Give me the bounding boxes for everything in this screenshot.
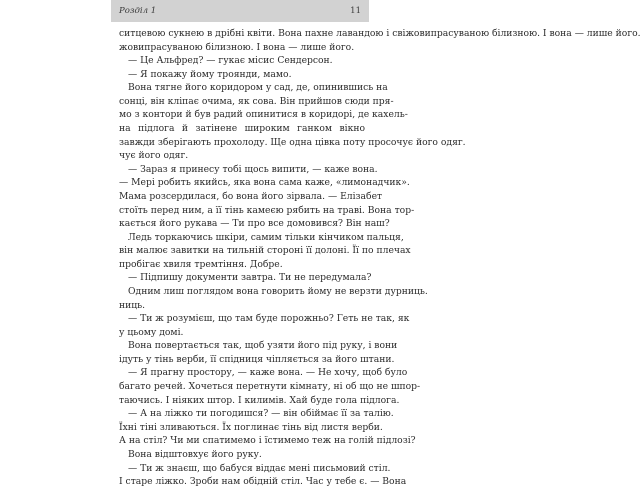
text-line: ниць. [119,299,146,311]
running-header [111,0,369,22]
text-line: у цьому домі. [119,326,184,338]
body-text [119,27,641,489]
text-line: — Мері робить якийсь, яка вона сама каже, «лимонадчик». [119,177,410,189]
text-line: Їхні тіні зливаються. Їх поглинає тінь від листя верби. [119,421,383,433]
text-line: — Ти ж розумієш, що там буде порожньо? Геть не так, як [128,313,410,325]
text-line: Ледь торкаючись шкіри, самим тільки кінчиком пальця, [128,231,404,243]
text-line: стоїть перед ним, а її тінь камеєю рябить на траві. Вона тор- [119,204,415,216]
text-line: — Підпишу документи завтра. Ти не передумала? [128,272,372,284]
text-line: — Зараз я принесу тобі щось випити, — каже вона. [128,163,378,175]
text-line: Одним лиш поглядом вона говорить йому не верзти дурниць. [128,285,428,297]
text-line: Вона повертається так, щоб узяти його під руку, і вони [128,340,398,352]
text-line: пробігає хвиля тремтіння. Добре. [119,258,283,270]
text-line: Вона відштовхує його руку. [128,448,262,460]
text-line: — Ти ж знаєш, що бабуся віддає мені письмовий стіл. [128,462,391,474]
text-line: Мама розсердилася, бо вона його зірвала. — Елізабет [119,190,383,202]
text-line: на підлога й затінене широким ганком вікно [119,123,365,135]
text-line: — А на ліжко ти погодишся? — він обіймає її за талію. [128,408,394,420]
text-line: чує його одяг. [119,150,189,162]
text-line: мо з контори й був радий опинитися в коридорі, де кахель- [119,109,408,121]
text-line: сонці, він кліпає очима, як сова. Він прийшов сюди пря- [119,95,394,107]
text-line: — Це Альфред? — гукає місис Сендерсон. [128,55,333,67]
text-line: А на стіл? Чи ми спатимемо і їстимемо теж на голій підлозі? [119,435,416,447]
text-line: таючись. І ніяких штор. І килимів. Хай буде гола підлога. [119,394,400,406]
chapter-title: Розділ 1 [119,6,157,16]
page-number: 11 [350,6,361,16]
text-line: ідуть у тінь верби, її спідниця чіпляється за його штани. [119,353,395,365]
text-line: завжди зберігають прохолоду. Ще одна цівка поту просочує його одяг. [119,136,466,148]
text-line: Вона тягне його коридором у сад, де, опинившись на [128,82,388,94]
text-line: — Я покажу йому троянди, мамо. [128,68,292,80]
text-line: ситцевою сукнею в дрібні квіти. Вона пахне лавандою і свіжовипрасуваною білизною. І вона — лише його. [119,28,641,39]
text-line: — Я прагну простору, — каже вона. — Не хочу, щоб було [128,367,408,379]
text-line: багато речей. Хочеться перетнути кімнату, ні об що не шпор- [119,381,421,393]
text-line: жовипрасуваною білизною. І вона — лише його. [119,41,355,53]
text-line: кається його рукава — Ти про все домовився? Він наш? [119,218,390,230]
text-line: І старе ліжко. Зроби нам обідній стіл. Час у тебе є. — Вона [119,476,407,488]
text-line: він малює завитки на тильній стороні її долоні. Її по плечах [119,245,411,257]
